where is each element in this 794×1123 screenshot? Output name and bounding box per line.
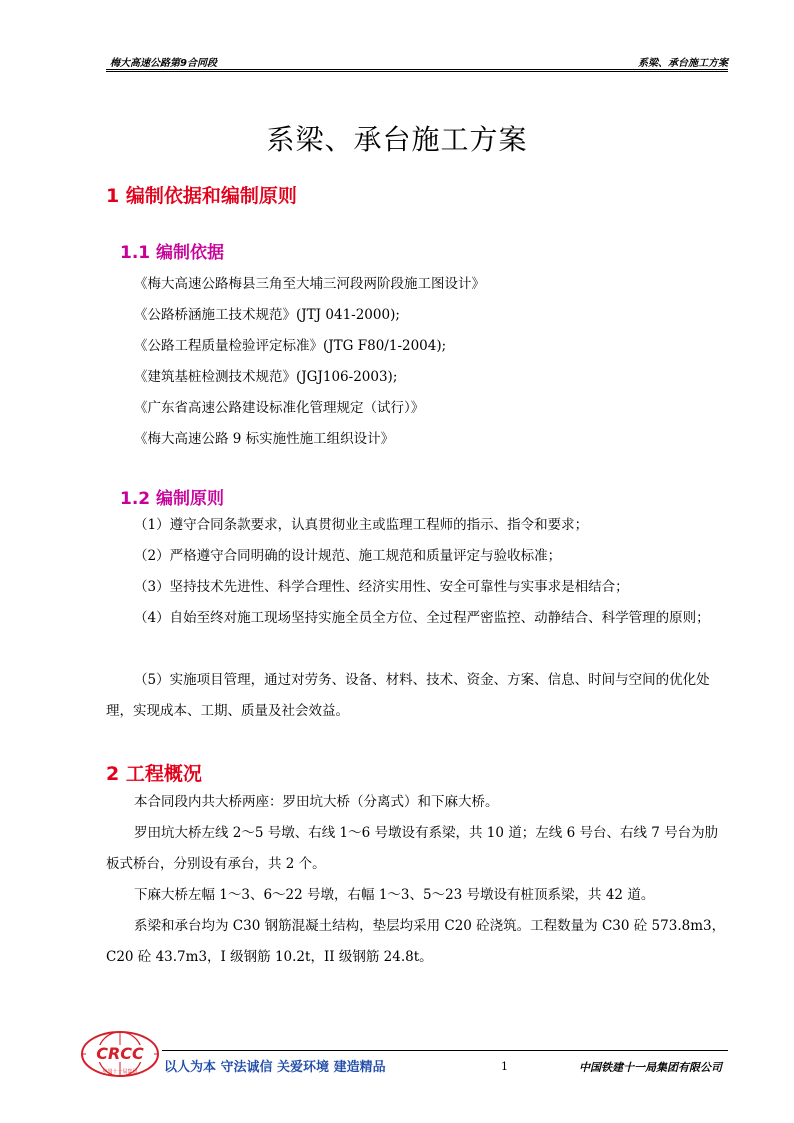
principle-item: （1）遵守合同条款要求，认真贯彻业主或监理工程师的指示、指令和要求； <box>134 517 589 533</box>
reference-item: 《梅大高速公路 9 标实施性施工组织设计》 <box>134 431 395 447</box>
header-doc-title: 系梁、承台施工方案 <box>638 58 728 69</box>
section1-heading: 1 编制依据和编制原则 <box>106 185 297 207</box>
reference-item: 《建筑基桩检测技术规范》(JGJ106-2003); <box>134 369 398 385</box>
logo-text: CRCC <box>96 1044 144 1063</box>
overview-paragraph: 下麻大桥左幅 1～3、6～22 号墩，右幅 1～3、5～23 号墩设有桩顶系梁，共 42 道。 <box>134 887 655 903</box>
crcc-logo-icon <box>78 1028 162 1080</box>
reference-item: 《公路工程质量检验评定标准》(JTG F80/1-2004); <box>134 338 447 354</box>
section2-heading: 2 工程概况 <box>106 763 202 785</box>
overview-paragraph: 系梁和承台均为 C30 钢筋混凝土结构，垫层均采用 C20 砼浇筑。工程数量为 C30 砼 573.8m3，C20 砼 43.7m3，I 级钢筋 10.2t，II 级钢筋 24.8t。 <box>106 918 726 965</box>
footer-slogan: 以人为本 守法诚信 关爱环境 建造精品 <box>164 1060 386 1075</box>
logo-subtext: 中国十一局集团 <box>102 1069 138 1075</box>
page-header <box>106 52 728 72</box>
principle-item: （3）坚持技术先进性、科学合理性、经济实用性、安全可靠性与实事求是相结合； <box>134 579 629 595</box>
section1-1-heading: 1.1 编制依据 <box>120 243 225 263</box>
header-project: 梅大高速公路第9合同段 <box>110 58 217 69</box>
page-footer <box>78 1028 728 1088</box>
section1-2-heading: 1.2 编制原则 <box>120 489 225 509</box>
reference-item: 《梅大高速公路梅县三角至大埔三河段两阶段施工图设计》 <box>134 276 485 292</box>
document-title: 系梁、承台施工方案 <box>266 123 528 156</box>
footer-rule <box>162 1050 728 1051</box>
page-number: 1 <box>501 1060 508 1073</box>
principle-item: （5）实施项目管理，通过对劳务、设备、材料、技术、资金、方案、信息、时间与空间的优化处理，实现成本、工期、质量及社会效益。 <box>106 672 710 719</box>
footer-company: 中国铁建十一局集团有限公司 <box>579 1061 722 1074</box>
reference-item: 《广东省高速公路建设标准化管理规定（试行）》 <box>134 400 425 416</box>
header-rule <box>106 69 728 72</box>
overview-paragraph: 罗田坑大桥左线 2～5 号墩、右线 1～6 号墩设有系梁，共 10 道；左线 6 号台、右线 7 号台为肋板式桥台，分别设有承台，共 2 个。 <box>106 825 719 872</box>
reference-item: 《公路桥涵施工技术规范》(JTJ 041-2000); <box>134 307 400 323</box>
principle-item: （2）严格遵守合同明确的设计规范、施工规范和质量评定与验收标准； <box>134 548 562 564</box>
overview-paragraph: 本合同段内共大桥两座：罗田坑大桥（分离式）和下麻大桥。 <box>134 794 499 810</box>
principle-item: （4）自始至终对施工现场坚持实施全员全方位、全过程严密监控、动静结合、科学管理的原则； <box>134 610 710 626</box>
